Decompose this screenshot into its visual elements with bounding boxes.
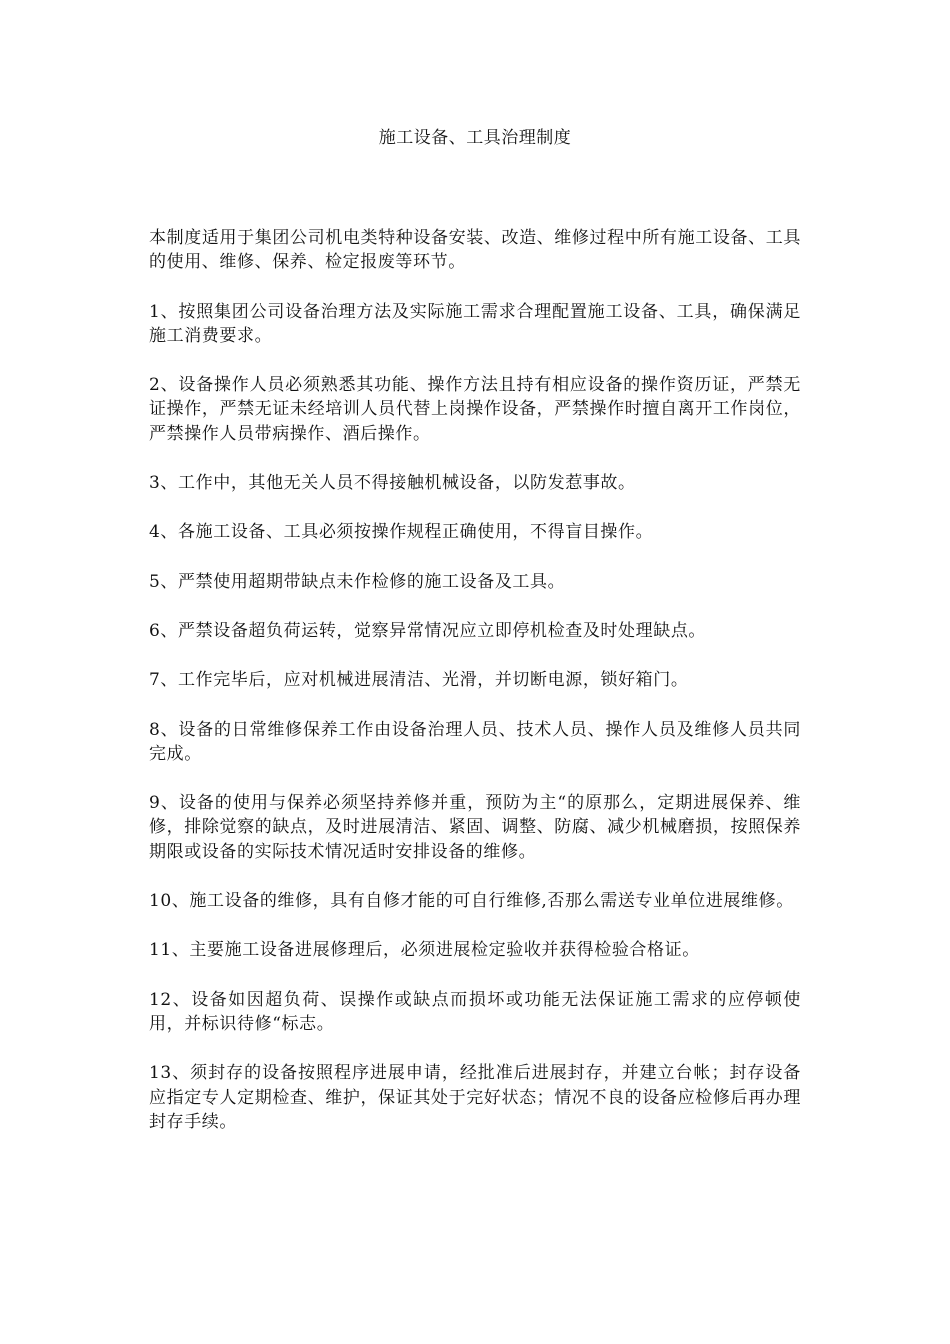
paragraph-rule-3: 3、工作中，其他无关人员不得接触机械设备，以防发惹事故。 [149,473,636,494]
paragraph-rule-6: 6、严禁设备超负荷运转，觉察异常情况应立即停机检查及时处理缺点。 [149,620,707,641]
paragraph-rule-11: 11、主要施工设备进展修理后，必须进展检定验收并获得检验合格证。 [149,940,700,961]
paragraph-rule-1: 1、按照集团公司设备治理方法及实际施工需求合理配置施工设备、工具，确保满足施工消费要求。 [149,301,801,346]
document-title: 施工设备、工具治理制度 [378,128,572,148]
paragraph-rule-13: 13、须封存的设备按照程序进展申请，经批准后进展封存，并建立台帐；封存设备应指定专人定期检查、维护，保证其处于完好状态；情况不良的设备应检修后再办理封存手续。 [149,1063,801,1132]
paragraph-rule-10: 10、施工设备的维修，具有自修才能的可自行维修,否那么需送专业单位进展维修。 [149,891,794,912]
paragraph-rule-5: 5、严禁使用超期带缺点未作检修的施工设备及工具。 [149,571,566,592]
paragraph-rule-8: 8、设备的日常维修保养工作由设备治理人员、技术人员、操作人员及维修人员共同完成。 [149,719,801,764]
paragraph-rule-7: 7、工作完毕后，应对机械进展清洁、光滑，并切断电源，锁好箱门。 [149,670,689,691]
paragraph-intro: 本制度适用于集团公司机电类特种设备安装、改造、维修过程中所有施工设备、工具的使用、维修、保养、检定报废等环节。 [149,228,801,273]
paragraph-rule-2: 2、设备操作人员必须熟悉其功能、操作方法且持有相应设备的操作资历证，严禁无证操作，严禁无证未经培训人员代替上岗操作设备，严禁操作时擅自离开工作岗位，严禁操作人员带病操作、酒后操作。 [149,375,801,444]
document-body [149,226,801,1159]
paragraph-rule-9: 9、设备的使用与保养必须坚持养修并重，预防为主“的原那么，定期进展保养、维修，排除觉察的缺点，及时进展清洁、紧固、调整、防腐、减少机械磨损，按照保养期限或设备的实际技术情况适时安排设备的维修。 [149,793,801,862]
paragraph-rule-4: 4、各施工设备、工具必须按操作规程正确使用，不得盲目操作。 [149,522,654,543]
paragraph-rule-12: 12、设备如因超负荷、误操作或缺点而损坏或功能无法保证施工需求的应停顿使用，并标识待修“标志。 [149,989,801,1034]
